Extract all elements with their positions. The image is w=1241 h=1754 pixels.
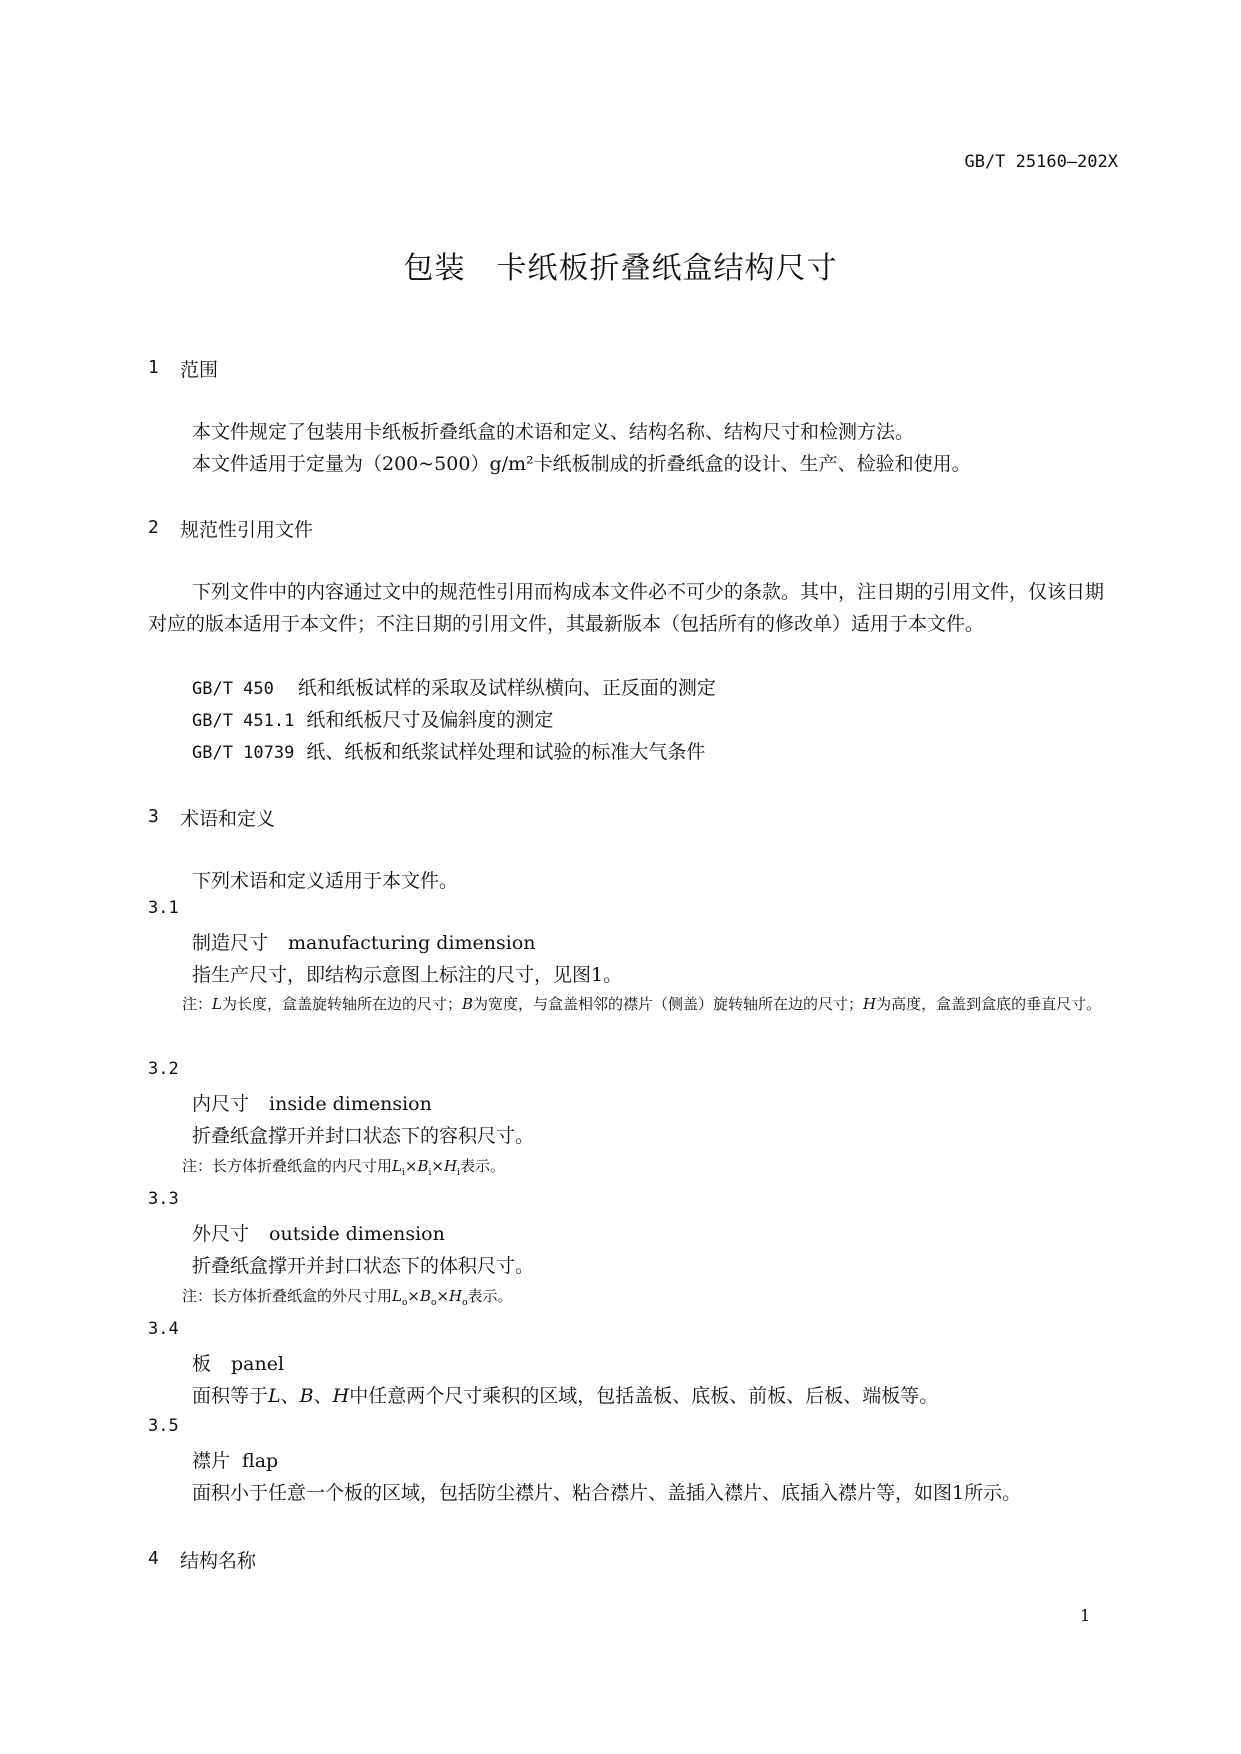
reference-title: 纸和纸板尺寸及偏斜度的测定 [306, 709, 554, 731]
section-1-paragraph-2: 本文件适用于定量为（200~500）g/m²卡纸板制成的折叠纸盒的设计、生产、检验和使用。 [192, 453, 971, 475]
times-sign: × [407, 1287, 420, 1305]
symbol-l: L [212, 995, 222, 1013]
note-text: 表示。 [467, 1287, 513, 1305]
reference-code: GB/T 10739 [192, 743, 295, 763]
definition-text: 面积等于 [192, 1385, 269, 1407]
term-3-2-en: inside dimension [269, 1093, 432, 1115]
subscript: i [457, 1168, 460, 1178]
term-3-3-heading [192, 1219, 445, 1246]
separator: 、 [313, 1385, 333, 1407]
term-3-3-definition: 折叠纸盒撑开并封口状态下的体积尺寸。 [192, 1255, 535, 1277]
term-3-1-zh: 制造尺寸 [192, 932, 269, 954]
term-3-2-zh: 内尺寸 [192, 1093, 250, 1115]
symbol-h: H [863, 995, 877, 1013]
term-3-4-heading [192, 1349, 284, 1376]
symbol-b: B [299, 1385, 314, 1407]
section-1-paragraph-1: 本文件规定了包装用卡纸板折叠纸盒的术语和定义、结构名称、结构尺寸和检测方法。 [192, 421, 915, 443]
subscript: i [401, 1168, 405, 1178]
term-3-2-heading [192, 1089, 432, 1116]
symbol-h: H [443, 1157, 458, 1175]
term-3-3-zh: 外尺寸 [192, 1223, 250, 1245]
subscript: o [462, 1298, 468, 1308]
term-3-5-definition: 面积小于任意一个板的区域，包括防尘襟片、粘合襟片、盖插入襟片、底插入襟片等，如图1所示。 [192, 1482, 1022, 1504]
term-3-5-heading [192, 1446, 278, 1473]
term-3-4-definition [192, 1381, 938, 1408]
section-3-intro: 下列术语和定义适用于本文件。 [192, 870, 459, 892]
page-number: 1 [1080, 1606, 1091, 1625]
section-3-title: 术语和定义 [180, 808, 276, 830]
term-3-1-en: manufacturing dimension [288, 932, 536, 954]
term-3-2-definition: 折叠纸盒撑开并封口状态下的容积尺寸。 [192, 1125, 535, 1147]
note-text: 为宽度，与盒盖相邻的襟片（侧盖）旋转轴所在边的尺寸； [473, 995, 864, 1013]
symbol-h: H [449, 1287, 463, 1305]
term-3-2-number: 3.2 [148, 1059, 179, 1079]
term-3-5-number: 3.5 [148, 1416, 179, 1436]
section-2-paragraph: 下列文件中的内容通过文中的规范性引用而构成本文件必不可少的条款。其中，注日期的引用文件，仅该日期对应的版本适用于本文件；不注日期的引用文件，其最新版本（包括所有的修改单）适用于本文件。 [148, 581, 1105, 635]
reference-item [192, 705, 553, 732]
reference-title: 纸和纸板试样的采取及试样纵横向、正反面的测定 [297, 677, 716, 699]
section-2-title: 规范性引用文件 [180, 519, 314, 541]
subscript: i [428, 1168, 432, 1178]
reference-code: GB/T 450 [192, 679, 274, 699]
section-1-title: 范围 [180, 359, 219, 381]
term-3-4-zh: 板 [192, 1353, 212, 1375]
term-3-1-definition: 指生产尺寸，即结构示意图上标注的尺寸，见图1。 [192, 964, 623, 986]
subscript: o [431, 1298, 437, 1308]
note-text: 注：长方体折叠纸盒的外尺寸用 [182, 1287, 393, 1305]
section-3-number: 3 [148, 806, 159, 827]
times-sign: × [404, 1157, 418, 1175]
times-sign: × [431, 1157, 444, 1175]
term-3-3-en: outside dimension [269, 1223, 445, 1245]
section-2-number: 2 [148, 517, 159, 538]
term-3-1-number: 3.1 [148, 898, 179, 918]
term-3-1-note [148, 989, 1113, 1020]
reference-item [192, 737, 705, 764]
reference-item [192, 673, 716, 700]
symbol-l: L [268, 1385, 281, 1407]
symbol-h: H [332, 1385, 350, 1407]
note-text: 为长度，盒盖旋转轴所在边的尺寸； [221, 995, 462, 1013]
reference-title: 纸、纸板和纸浆试样处理和试验的标准大气条件 [306, 741, 706, 763]
term-3-5-en: flap [242, 1450, 279, 1472]
symbol-l: L [392, 1287, 402, 1305]
note-label: 注： [182, 995, 213, 1013]
symbol-b: B [417, 1157, 429, 1175]
subscript: o [401, 1298, 408, 1308]
term-3-4-en: panel [231, 1353, 285, 1375]
section-1-number: 1 [148, 357, 159, 378]
term-3-4-number: 3.4 [148, 1319, 179, 1339]
note-text: 注：长方体折叠纸盒的内尺寸用 [182, 1157, 393, 1175]
section-4-number: 4 [148, 1548, 159, 1569]
separator: 、 [280, 1385, 300, 1407]
definition-text: 中任意两个尺寸乘积的区域，包括盖板、底板、前板、后板、端板等。 [349, 1385, 939, 1407]
symbol-b: B [462, 995, 474, 1013]
term-3-5-zh: 襟片 [192, 1450, 231, 1472]
note-text: 表示。 [459, 1157, 505, 1175]
term-3-3-note [182, 1285, 513, 1308]
term-3-2-note [182, 1155, 505, 1178]
note-text: 为高度，盒盖到盒底的垂直尺寸。 [876, 995, 1102, 1013]
times-sign: × [436, 1287, 450, 1305]
symbol-l: L [392, 1157, 402, 1175]
standard-code: GB/T 25160—202X [964, 152, 1118, 172]
document-title: 包装 卡纸板折叠纸盒结构尺寸 [403, 251, 838, 286]
symbol-b: B [419, 1287, 432, 1305]
term-3-3-number: 3.3 [148, 1189, 179, 1209]
term-3-1-heading [192, 928, 536, 955]
reference-code: GB/T 451.1 [192, 711, 295, 731]
section-4-title: 结构名称 [180, 1550, 257, 1572]
